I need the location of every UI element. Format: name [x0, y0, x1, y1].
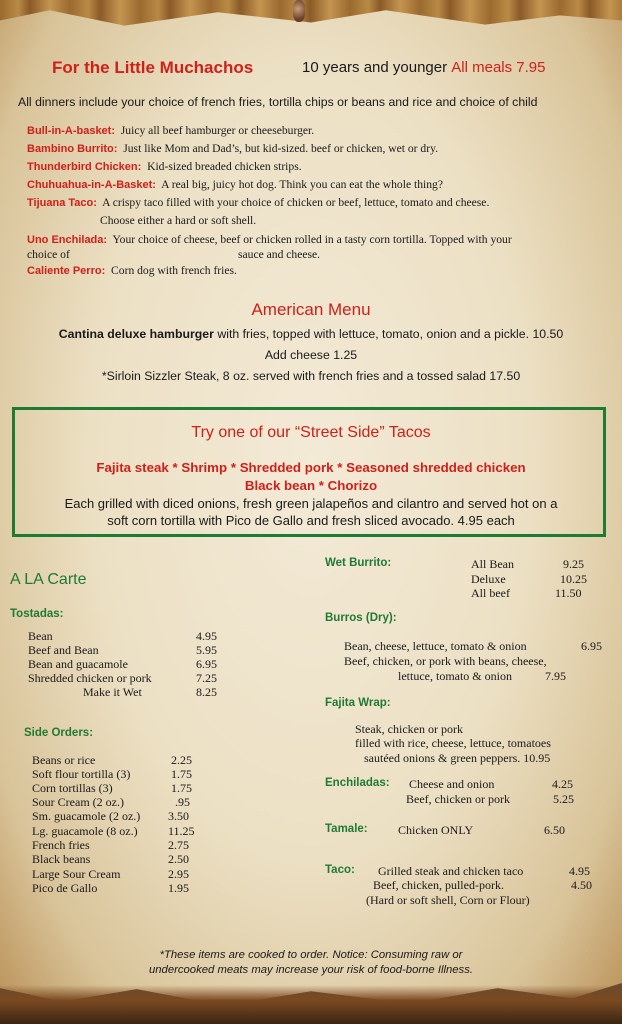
- street-tacos-desc: Each grilled with diced onions, fresh green jalapeños and cilantro and served hot on a: [64, 496, 558, 511]
- item-price: 10.25: [560, 572, 587, 586]
- enchiladas-heading: Enchiladas:: [325, 777, 390, 789]
- street-tacos-title: Try one of our “Street Side” Tacos: [191, 424, 431, 441]
- kid-item: Caliente Perro: Corn dog with french fries.: [27, 264, 237, 277]
- kids-age: 10 years and younger: [302, 59, 448, 76]
- list-item: Bean: [28, 629, 53, 643]
- kid-item: Tijuana Taco: A crispy taco filled with your choice of chicken or beef, lettuce, tomato and cheese.: [27, 196, 490, 209]
- taco-note: (Hard or soft shell, Corn or Flour): [366, 893, 530, 907]
- american-title: American Menu: [251, 300, 371, 319]
- kid-item-continued: Choose either a hard or soft shell.: [100, 214, 257, 227]
- kid-item: Uno Enchilada: Your choice of cheese, beef or chicken rolled in a tasty corn tortilla. Topped with your: [27, 233, 512, 246]
- item-price: 2.50: [168, 852, 189, 866]
- item-price: 4.95: [569, 864, 590, 878]
- item-price: 2.95: [168, 867, 189, 881]
- list-item: Soft flour tortilla (3): [32, 767, 131, 781]
- fajita-wrap-heading: Fajita Wrap:: [325, 697, 391, 709]
- burros-heading: Burros (Dry):: [325, 612, 397, 624]
- alacarte-title: A LA Carte: [10, 571, 87, 588]
- list-item: All Bean: [471, 557, 514, 571]
- footer-notice: *These items are cooked to order. Notice: Consuming raw or: [159, 949, 463, 961]
- list-item: Make it Wet: [83, 685, 142, 699]
- taco-heading: Taco:: [325, 864, 355, 876]
- item-price: 8.25: [196, 685, 217, 699]
- item-price: 4.50: [571, 878, 592, 892]
- list-item: Deluxe: [471, 572, 506, 586]
- item-price: 11.25: [168, 824, 195, 838]
- item-price: 5.95: [196, 643, 217, 657]
- item-price: 3.50: [168, 809, 189, 823]
- list-item: Beans or rice: [32, 753, 96, 767]
- burnt-edge: [0, 985, 622, 1024]
- street-tacos-items: Fajita steak * Shrimp * Shredded pork * Seasoned shredded chicken: [96, 460, 526, 475]
- kid-item: Bambino Burrito: Just like Mom and Dad’s, but kid-sized. beef or chicken, wet or dry.: [27, 142, 439, 155]
- list-item: Black beans: [32, 852, 91, 866]
- item-price: 2.75: [168, 838, 189, 852]
- burros-line: Beef, chicken, or pork with beans, cheese,: [344, 654, 547, 668]
- item-price: 2.25: [171, 753, 192, 767]
- list-item: Grilled steak and chicken taco: [378, 864, 524, 878]
- nail-icon: [293, 0, 305, 22]
- tostadas-heading: Tostadas:: [10, 608, 64, 620]
- list-item: Sour Cream (2 oz.): [32, 795, 124, 809]
- list-item: Beef, chicken or pork: [406, 792, 510, 806]
- list-item: Chicken ONLY: [398, 823, 474, 837]
- list-item: Cheese and onion: [409, 777, 495, 791]
- kid-item-continued: choice of: [27, 248, 70, 261]
- kids-section-title: For the Little Muchachos: [52, 58, 254, 77]
- item-price: 5.25: [553, 792, 574, 806]
- kid-item-continued: sauce and cheese.: [238, 248, 321, 261]
- kid-item: Chuhuahua-in-A-Basket: A real big, juicy hot dog. Think you can eat the whole thing?: [27, 178, 443, 191]
- list-item: Shredded chicken or pork: [28, 671, 152, 685]
- tamale-heading: Tamale:: [325, 823, 368, 835]
- street-tacos-desc: soft corn tortilla with Pico de Gallo and fresh sliced avocado. 4.95 each: [107, 513, 515, 528]
- item-price: 7.25: [196, 671, 217, 685]
- street-tacos-items: Black bean * Chorizo: [244, 478, 378, 493]
- item-price: 9.25: [563, 557, 584, 571]
- kid-item: Thunderbird Chicken: Kid-sized breaded chicken strips.: [27, 160, 302, 173]
- sides-heading: Side Orders:: [24, 727, 94, 739]
- item-price: 4.25: [552, 777, 573, 791]
- item-price: 4.95: [196, 629, 217, 643]
- item-price: 1.75: [171, 781, 192, 795]
- item-price: .95: [175, 795, 190, 809]
- kids-intro: All dinners include your choice of french fries, tortilla chips or beans and rice and choice of child: [18, 95, 538, 109]
- american-add-cheese: Add cheese 1.25: [264, 348, 358, 362]
- kids-price: All meals 7.95: [451, 59, 546, 76]
- fajita-line: filled with rice, cheese, lettuce, tomatoes: [355, 736, 551, 750]
- item-price: 6.95: [196, 657, 217, 671]
- list-item: Large Sour Cream: [32, 867, 121, 881]
- list-item: Beef, chicken, pulled-pork.: [373, 878, 504, 892]
- kid-item: Bull-in-A-basket: Juicy all beef hamburger or cheeseburger.: [27, 124, 315, 137]
- footer-notice: undercooked meats may increase your risk of food-borne Illness.: [148, 964, 473, 976]
- item-price: 6.95: [581, 639, 602, 653]
- burros-line: lettuce, tomato & onion: [398, 669, 512, 683]
- burros-line: Bean, cheese, lettuce, tomato & onion: [344, 639, 527, 653]
- item-price: 1.95: [168, 881, 189, 895]
- kids-age-note: [302, 59, 546, 76]
- list-item: Corn tortillas (3): [32, 781, 113, 795]
- list-item: Sm. guacamole (2 oz.): [32, 809, 141, 823]
- list-item: Pico de Gallo: [32, 881, 98, 895]
- item-price: 1.75: [171, 767, 192, 781]
- list-item: Beef and Bean: [28, 643, 99, 657]
- item-price: 11.50: [555, 586, 582, 600]
- fajita-line: sautéed onions & green peppers. 10.95: [364, 751, 551, 765]
- list-item: All beef: [471, 586, 510, 600]
- item-price: 7.95: [545, 669, 566, 683]
- list-item: Lg. guacamole (8 oz.): [32, 824, 138, 838]
- american-steak: *Sirloin Sizzler Steak, 8 oz. served with french fries and a tossed salad 17.50: [101, 369, 521, 383]
- list-item: French fries: [32, 838, 90, 852]
- item-price: 6.50: [544, 823, 565, 837]
- wet-burrito-heading: Wet Burrito:: [325, 557, 392, 569]
- fajita-line: Steak, chicken or pork: [355, 722, 463, 736]
- list-item: Bean and guacamole: [28, 657, 128, 671]
- american-burger: Cantina deluxe hamburger with fries, topped with lettuce, tomato, onion and a pickle. 10.50: [58, 327, 564, 341]
